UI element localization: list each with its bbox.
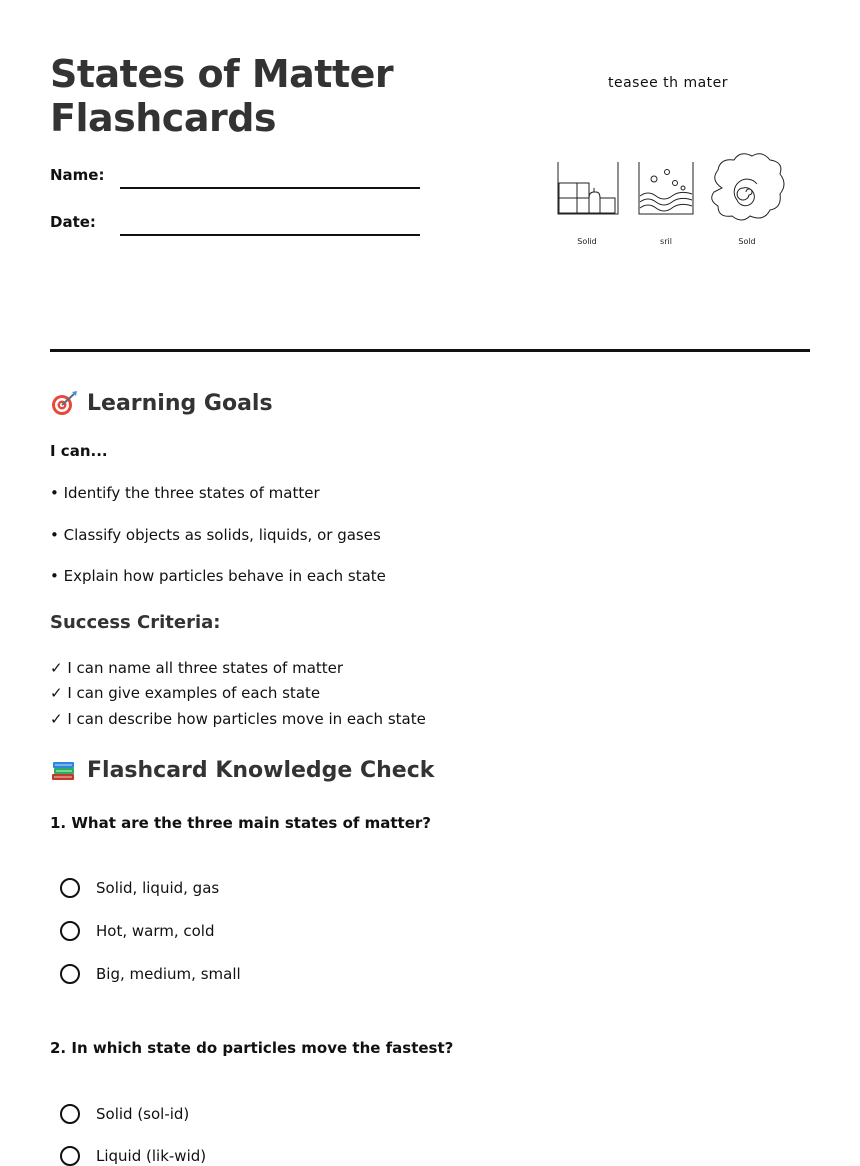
criteria-item: ✓ I can describe how particles move in each state — [50, 710, 426, 728]
option-label: Liquid (lik-wid) — [96, 1147, 207, 1165]
illus-label-3: Sold — [738, 237, 756, 246]
title-line-1: States of Matter — [50, 52, 394, 96]
books-icon — [50, 757, 78, 783]
question-1: 1. What are the three main states of matter? — [50, 814, 431, 832]
illus-label-2: sril — [660, 237, 672, 246]
date-label: Date: — [50, 213, 96, 231]
option-label: Solid, liquid, gas — [96, 879, 220, 897]
radio-button[interactable] — [60, 921, 80, 941]
illus-label-1: Solid — [577, 237, 597, 246]
question-2: 2. In which state do particles move the fastest? — [50, 1039, 454, 1057]
liquid-beaker-icon — [639, 162, 693, 214]
date-field[interactable] — [120, 234, 420, 236]
states-illustration — [552, 150, 792, 250]
name-label: Name: — [50, 166, 105, 184]
option-label: Big, medium, small — [96, 965, 241, 983]
goal-item: • Identify the three states of matter — [50, 484, 320, 502]
criteria-item: ✓ I can name all three states of matter — [50, 659, 344, 677]
page-title — [50, 52, 393, 140]
radio-button[interactable] — [60, 1104, 80, 1124]
goal-item: • Classify objects as solids, liquids, or gases — [50, 526, 381, 544]
learning-goals-heading — [50, 390, 273, 416]
title-line-2: Flashcards — [50, 96, 277, 140]
name-field[interactable] — [120, 187, 420, 189]
radio-button[interactable] — [60, 878, 80, 898]
success-criteria-heading: Success Criteria: — [50, 612, 221, 633]
radio-button[interactable] — [60, 964, 80, 984]
q1-option-1[interactable] — [60, 878, 219, 898]
knowledge-check-title: Flashcard Knowledge Check — [87, 757, 435, 783]
radio-button[interactable] — [60, 1146, 80, 1166]
gas-cloud-icon — [712, 154, 784, 220]
goals-lead: I can... — [50, 442, 108, 460]
q2-option-1[interactable] — [60, 1104, 189, 1124]
q1-option-3[interactable] — [60, 964, 241, 984]
q1-option-2[interactable] — [60, 921, 215, 941]
q2-option-2[interactable] — [60, 1146, 206, 1166]
illustration-caption: teasee th mater — [608, 75, 729, 91]
learning-goals-title: Learning Goals — [87, 390, 273, 416]
goal-item: • Explain how particles behave in each state — [50, 567, 386, 585]
option-label: Hot, warm, cold — [96, 922, 215, 940]
solid-beaker-icon — [558, 162, 618, 214]
section-divider — [50, 349, 810, 352]
criteria-item: ✓ I can give examples of each state — [50, 684, 321, 702]
target-icon — [50, 390, 78, 416]
knowledge-check-heading — [50, 757, 434, 783]
option-label: Solid (sol-id) — [96, 1105, 190, 1123]
